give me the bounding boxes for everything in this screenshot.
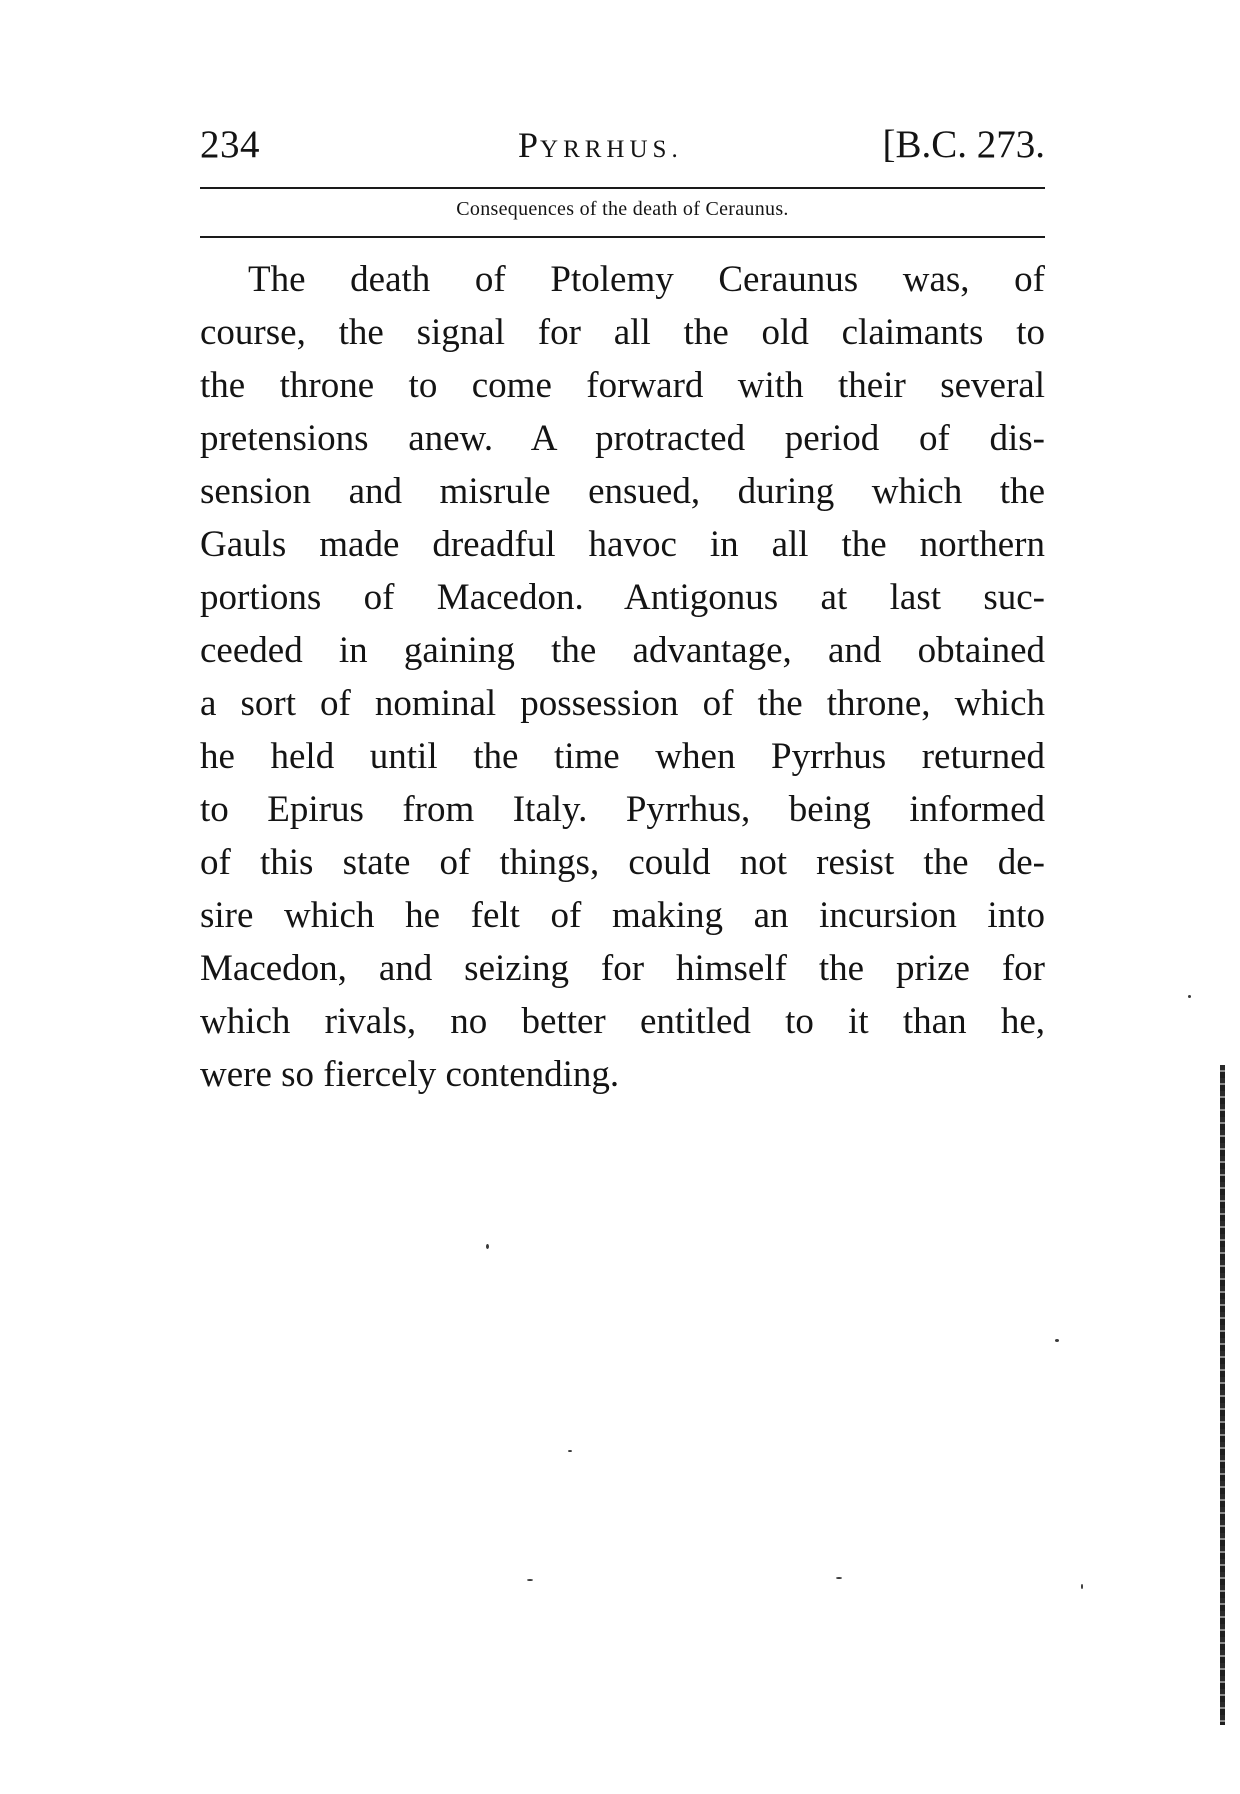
text-line: which rivals, no better entitled to it than he,	[200, 1001, 1045, 1042]
text-line: Macedon, and seizing for himself the prize for	[200, 948, 1045, 989]
text-line: a sort of nominal possession of the throne, which	[200, 683, 1045, 724]
text-line: portions of Macedon. Antigonus at last suc-	[200, 577, 1045, 618]
running-title	[518, 124, 683, 166]
text-line: pretensions anew. A protracted period of dis-	[200, 418, 1045, 459]
date-reference: [B.C. 273.	[882, 123, 1045, 166]
scan-speck	[1081, 1584, 1083, 1589]
text-line: Gauls made dreadful havoc in all the northern	[200, 524, 1045, 565]
scan-speck	[1055, 1339, 1059, 1342]
text-line: of this state of things, could not resist the de-	[200, 842, 1045, 883]
body-paragraph	[200, 253, 1045, 1101]
scan-edge-artifact	[1220, 1065, 1225, 1725]
text-line: were so fiercely contending.	[200, 1054, 620, 1095]
text-line: he held until the time when Pyrrhus returned	[200, 736, 1045, 777]
text-line: ceeded in gaining the advantage, and obtained	[200, 630, 1045, 671]
text-line: the throne to come forward with their several	[200, 365, 1045, 406]
page-number: 234	[200, 123, 260, 166]
scan-speck	[568, 1450, 572, 1452]
header-rule-bottom	[200, 236, 1045, 238]
text-line: sire which he felt of making an incursion into	[200, 895, 1045, 936]
header-rule-top	[200, 187, 1045, 189]
text-line: course, the signal for all the old claimants to	[200, 312, 1045, 353]
scan-speck	[527, 1579, 533, 1581]
running-title-initial: P	[518, 125, 541, 165]
scan-speck	[486, 1244, 489, 1249]
scan-speck	[836, 1577, 842, 1579]
text-line: The death of Ptolemy Ceraunus was, of	[248, 259, 1045, 300]
section-caption: Consequences of the death of Ceraunus.	[456, 198, 789, 220]
running-header	[200, 122, 1045, 172]
running-title-rest: YRRHUS.	[540, 136, 683, 163]
text-line: sension and misrule ensued, during which the	[200, 471, 1045, 512]
text-line: to Epirus from Italy. Pyrrhus, being informed	[200, 789, 1045, 830]
scan-speck	[1188, 995, 1191, 998]
